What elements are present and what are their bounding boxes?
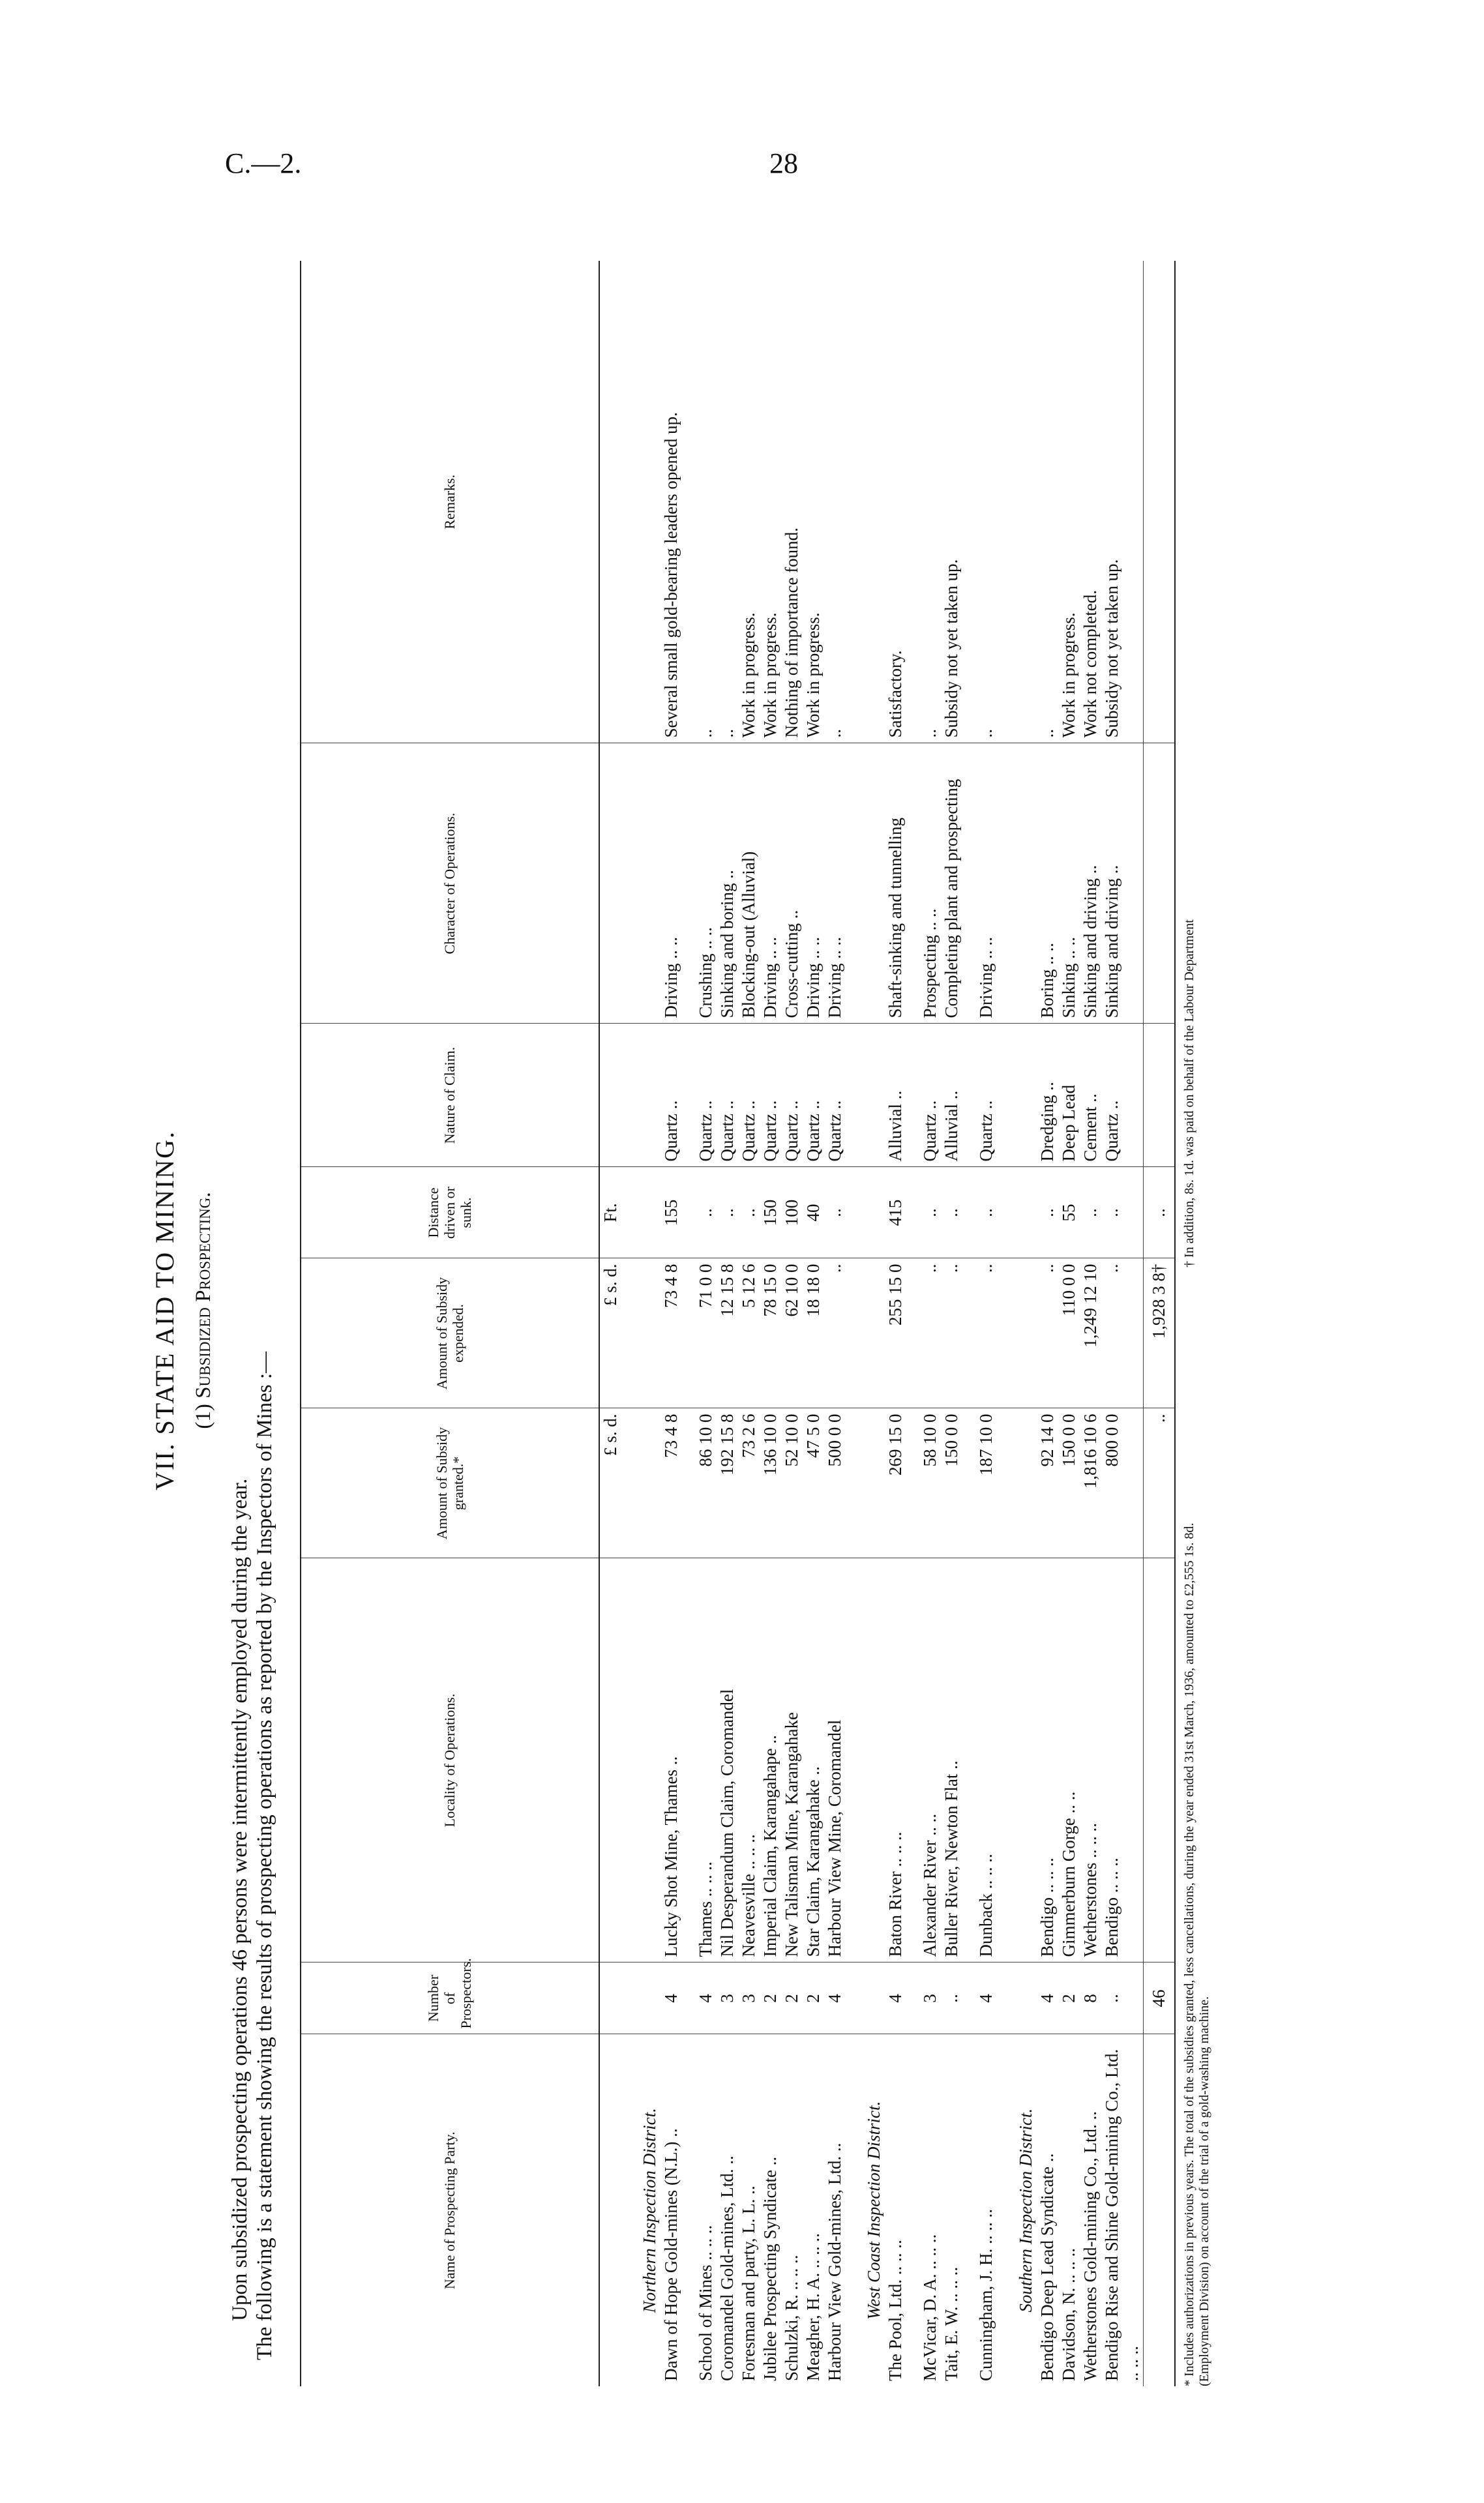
cell-locality: Imperial Claim, Karangahape .. bbox=[760, 1558, 781, 1962]
cell-party: Bendigo Rise and Shine Gold-mining Co., Ltd. .. .. .. bbox=[1101, 2049, 1142, 2381]
cell-nature: Quartz .. bbox=[781, 1024, 803, 1167]
cell-remarks: Work not completed. bbox=[1080, 261, 1101, 743]
cell-locality: Baton River .. .. .. bbox=[885, 1558, 906, 1962]
cell-remarks: .. bbox=[717, 261, 738, 743]
cell-granted: 269 15 0 bbox=[885, 1408, 906, 1558]
total-expended: 1,928 3 8† bbox=[1143, 1258, 1175, 1408]
cell-locality: Wetherstones .. .. .. bbox=[1080, 1558, 1101, 1962]
cell-character: Shaft-sinking and tunnelling bbox=[885, 743, 906, 1024]
cell-expended: 78 15 0 bbox=[760, 1258, 781, 1408]
cell-nature: Quartz .. bbox=[660, 1024, 682, 1167]
table-row bbox=[781, 261, 803, 2386]
cell-distance: .. bbox=[717, 1167, 738, 1258]
cell-party: Dawn of Hope Gold-mines (N.L.) .. bbox=[660, 2128, 681, 2381]
table-row bbox=[975, 261, 997, 2386]
cell-character: Boring .. .. bbox=[1037, 743, 1058, 1024]
table-row bbox=[660, 261, 682, 2386]
table-header-row bbox=[301, 261, 599, 2386]
cell-num: 2 bbox=[781, 1962, 803, 2034]
cell-party: Cunningham, J. H. .. .. .. bbox=[976, 2208, 996, 2381]
col-header-remarks: Remarks. bbox=[301, 261, 599, 743]
col-header-expended: Amount of Subsidy expended. bbox=[301, 1258, 599, 1408]
cell-expended: .. bbox=[941, 1258, 962, 1408]
district-heading-row bbox=[846, 261, 885, 2386]
cell-party: Jubilee Prospecting Syndicate .. bbox=[760, 2156, 780, 2381]
cell-remarks: .. bbox=[975, 261, 997, 743]
table-row bbox=[717, 261, 738, 2386]
prospecting-table bbox=[300, 261, 1176, 2386]
cell-distance: 155 bbox=[660, 1167, 682, 1258]
cell-locality: Buller River, Newton Flat .. bbox=[941, 1558, 962, 1962]
unit-money-expended: £ s. d. bbox=[599, 1258, 621, 1408]
cell-distance: .. bbox=[919, 1167, 941, 1258]
cell-num: 4 bbox=[885, 1962, 906, 2034]
cell-granted: 136 10 0 bbox=[760, 1408, 781, 1558]
cell-locality: Thames .. .. .. bbox=[695, 1558, 717, 1962]
cell-nature: Quartz .. bbox=[717, 1024, 738, 1167]
table-row bbox=[695, 261, 717, 2386]
cell-distance: 55 bbox=[1058, 1167, 1080, 1258]
spacer-row bbox=[962, 261, 975, 2386]
cell-granted: 73 2 6 bbox=[738, 1408, 760, 1558]
cell-locality: Bendigo .. .. .. bbox=[1037, 1558, 1058, 1962]
units-row bbox=[599, 261, 621, 2386]
cell-expended: 71 0 0 bbox=[695, 1258, 717, 1408]
cell-party: Schulzki, R. .. .. .. bbox=[782, 2255, 802, 2381]
table-row bbox=[1037, 261, 1058, 2386]
spacer-row bbox=[682, 261, 695, 2386]
cell-party: The Pool, Ltd. .. .. .. bbox=[885, 2240, 906, 2381]
cell-distance: .. bbox=[1037, 1167, 1058, 1258]
unit-money-granted: £ s. d. bbox=[599, 1408, 621, 1558]
table-row bbox=[885, 261, 906, 2386]
cell-nature: Quartz .. bbox=[919, 1024, 941, 1167]
cell-nature: Quartz .. bbox=[803, 1024, 824, 1167]
cell-expended: 62 10 0 bbox=[781, 1258, 803, 1408]
cell-nature: Cement .. bbox=[1080, 1024, 1101, 1167]
footnote-star-continued: (Employment Division) on account of the trial of a gold-washing machine. bbox=[1196, 1996, 1211, 2386]
cell-distance: .. bbox=[695, 1167, 717, 1258]
cell-nature: Deep Lead bbox=[1058, 1024, 1080, 1167]
cell-num: 2 bbox=[1058, 1962, 1080, 2034]
cell-num: .. bbox=[941, 1962, 962, 2034]
cell-num: 4 bbox=[824, 1962, 846, 2034]
cell-distance: .. bbox=[1101, 1167, 1144, 1258]
cell-expended: 12 15 8 bbox=[717, 1258, 738, 1408]
page-number: 28 bbox=[769, 147, 798, 179]
footnote-dagger: † In addition, 8s. 1d. was paid on behalf of the Labour Department bbox=[1181, 919, 1196, 1267]
cell-distance: .. bbox=[975, 1167, 997, 1258]
district-heading-row bbox=[998, 261, 1037, 2386]
table-row bbox=[1080, 261, 1101, 2386]
cell-granted: 58 10 0 bbox=[919, 1408, 941, 1558]
cell-granted: 800 0 0 bbox=[1101, 1408, 1144, 1558]
cell-granted: 73 4 8 bbox=[660, 1408, 682, 1558]
cell-granted: 500 0 0 bbox=[824, 1408, 846, 1558]
cell-nature: Quartz .. bbox=[1101, 1024, 1144, 1167]
footnote-star-text: * Includes authorizations in previous years. The total of the subsidies granted, less cancellations, during the year ended 31st March, 1936, amounted to £2,555 1s. 8d. bbox=[1181, 1522, 1196, 2386]
cell-character: Sinking and driving .. bbox=[1080, 743, 1101, 1024]
cell-num: 4 bbox=[660, 1962, 682, 2034]
cell-party: McVicar, D. A. .. .. .. bbox=[920, 2234, 940, 2381]
cell-nature: Quartz .. bbox=[824, 1024, 846, 1167]
cell-locality: Neavesville .. .. .. bbox=[738, 1558, 760, 1962]
table-row bbox=[824, 261, 846, 2386]
cell-party: Meagher, H. A. .. .. .. bbox=[803, 2233, 824, 2381]
district-heading: Southern Inspection District. bbox=[1015, 2108, 1035, 2313]
cell-nature: Alluvial .. bbox=[885, 1024, 906, 1167]
cell-character: Crushing .. .. bbox=[695, 743, 717, 1024]
cell-character: Sinking and driving .. bbox=[1101, 743, 1144, 1024]
cell-distance: 415 bbox=[885, 1167, 906, 1258]
cell-remarks: Subsidy not yet taken up. bbox=[1101, 261, 1144, 743]
cell-character: Driving .. .. bbox=[760, 743, 781, 1024]
cell-locality: Alexander River .. .. bbox=[919, 1558, 941, 1962]
cell-num: .. bbox=[1101, 1962, 1144, 2034]
cell-party: Harbour View Gold-mines, Ltd. .. bbox=[825, 2142, 845, 2381]
cell-nature: Quartz .. bbox=[695, 1024, 717, 1167]
cell-party: Tait, E. W. .. .. .. bbox=[942, 2266, 962, 2381]
cell-remarks: Subsidy not yet taken up. bbox=[941, 261, 962, 743]
cell-granted: 52 10 0 bbox=[781, 1408, 803, 1558]
cell-granted: 150 0 0 bbox=[1058, 1408, 1080, 1558]
cell-expended: 5 12 6 bbox=[738, 1258, 760, 1408]
cell-character: Sinking .. .. bbox=[1058, 743, 1080, 1024]
cell-num: 2 bbox=[803, 1962, 824, 2034]
cell-granted: 150 0 0 bbox=[941, 1408, 962, 1558]
cell-character: Prospecting .. .. bbox=[919, 743, 941, 1024]
cell-num: 8 bbox=[1080, 1962, 1101, 2034]
cell-party: Davidson, N. .. .. .. bbox=[1058, 2248, 1078, 2381]
cell-distance: .. bbox=[941, 1167, 962, 1258]
cell-num: 2 bbox=[760, 1962, 781, 2034]
cell-distance: 40 bbox=[803, 1167, 824, 1258]
col-header-num: Number of Prospectors. bbox=[301, 1962, 599, 2034]
cell-nature: Quartz .. bbox=[975, 1024, 997, 1167]
cell-expended: .. bbox=[1037, 1258, 1058, 1408]
totals-row bbox=[1143, 261, 1175, 2386]
total-granted: .. bbox=[1143, 1408, 1175, 1558]
cell-granted: 1,816 10 6 bbox=[1080, 1408, 1101, 1558]
cell-party: Foresman and party, L. L. .. bbox=[739, 2185, 759, 2381]
cell-distance: 150 bbox=[760, 1167, 781, 1258]
table-row bbox=[803, 261, 824, 2386]
cell-nature: Dredging .. bbox=[1037, 1024, 1058, 1167]
cell-expended: .. bbox=[919, 1258, 941, 1408]
col-header-locality: Locality of Operations. bbox=[301, 1558, 599, 1962]
cell-locality: Dunback .. .. .. bbox=[975, 1558, 997, 1962]
cell-remarks: Nothing of importance found. bbox=[781, 261, 803, 743]
district-heading: West Coast Inspection District. bbox=[864, 2101, 884, 2320]
table-row bbox=[941, 261, 962, 2386]
cell-expended: 255 15 0 bbox=[885, 1258, 906, 1408]
cell-distance: 100 bbox=[781, 1167, 803, 1258]
cell-expended: 1,249 12 10 bbox=[1080, 1258, 1101, 1408]
cell-remarks: .. bbox=[1037, 261, 1058, 743]
table-row bbox=[1058, 261, 1080, 2386]
cell-num: 3 bbox=[717, 1962, 738, 2034]
cell-expended: .. bbox=[1101, 1258, 1144, 1408]
cell-num: 3 bbox=[919, 1962, 941, 2034]
intro-line-1: Upon subsidized prospecting operations 46 persons were intermittently employed during the year. bbox=[228, 1478, 252, 2321]
table-row bbox=[760, 261, 781, 2386]
cell-character: Driving .. .. bbox=[975, 743, 997, 1024]
cell-expended: 110 0 0 bbox=[1058, 1258, 1080, 1408]
cell-remarks: Several small gold-bearing leaders opened up. bbox=[660, 261, 682, 743]
cell-expended: .. bbox=[975, 1258, 997, 1408]
section-subheading: (1) Subsidized Prospecting. bbox=[192, 1192, 215, 1429]
cell-granted: 86 10 0 bbox=[695, 1408, 717, 1558]
cell-remarks: .. bbox=[919, 261, 941, 743]
footnotes bbox=[1182, 235, 1212, 2386]
cell-character: Driving .. .. bbox=[824, 743, 846, 1024]
col-header-nature: Nature of Claim. bbox=[301, 1024, 599, 1167]
unit-distance: Ft. bbox=[599, 1167, 621, 1258]
cell-nature: Alluvial .. bbox=[941, 1024, 962, 1167]
cell-party: Wetherstones Gold-mining Co., Ltd. .. bbox=[1080, 2111, 1100, 2381]
cell-character: Driving .. .. bbox=[660, 743, 682, 1024]
cell-expended: .. bbox=[824, 1258, 846, 1408]
total-num: 46 bbox=[1143, 1962, 1175, 2034]
cell-distance: .. bbox=[738, 1167, 760, 1258]
cell-locality: Nil Desperandum Claim, Coromandel bbox=[717, 1558, 738, 1962]
cell-nature: Quartz .. bbox=[738, 1024, 760, 1167]
cell-character: Completing plant and prospecting bbox=[941, 743, 962, 1024]
cell-locality: Harbour View Mine, Coromandel bbox=[824, 1558, 846, 1962]
table-row bbox=[738, 261, 760, 2386]
section-heading: VII. STATE AID TO MINING. bbox=[150, 1131, 179, 1490]
cell-granted: 47 5 0 bbox=[803, 1408, 824, 1558]
cell-locality: Star Claim, Karangahake .. bbox=[803, 1558, 824, 1962]
intro-text bbox=[228, 235, 278, 2386]
cell-distance: .. bbox=[824, 1167, 846, 1258]
col-header-distance: Distance driven or sunk. bbox=[301, 1167, 599, 1258]
cell-remarks: Work in progress. bbox=[738, 261, 760, 743]
table-row bbox=[919, 261, 941, 2386]
footnote-star bbox=[1182, 1354, 1212, 2386]
col-header-party: Name of Prospecting Party. bbox=[301, 2034, 599, 2386]
cell-remarks: .. bbox=[824, 261, 846, 743]
cell-remarks: .. bbox=[695, 261, 717, 743]
col-header-character: Character of Operations. bbox=[301, 743, 599, 1024]
cell-character: Blocking-out (Alluvial) bbox=[738, 743, 760, 1024]
cell-remarks: Work in progress. bbox=[803, 261, 824, 743]
cell-granted: 192 15 8 bbox=[717, 1408, 738, 1558]
cell-locality: New Talisman Mine, Karangahake bbox=[781, 1558, 803, 1962]
cell-expended: 73 4 8 bbox=[660, 1258, 682, 1408]
intro-line-2: The following is a statement showing the results of prospecting operations as reported by the Inspectors of Mines :— bbox=[252, 1351, 276, 2360]
cell-character: Sinking and boring .. bbox=[717, 743, 738, 1024]
rotated-page-body bbox=[150, 235, 1356, 2386]
cell-num: 4 bbox=[975, 1962, 997, 2034]
cell-granted: 92 14 0 bbox=[1037, 1408, 1058, 1558]
cell-party: Bendigo Deep Lead Syndicate .. bbox=[1037, 2153, 1057, 2381]
district-heading-row bbox=[621, 261, 660, 2386]
cell-num: 4 bbox=[1037, 1962, 1058, 2034]
cell-num: 4 bbox=[695, 1962, 717, 2034]
cell-remarks: Work in progress. bbox=[1058, 261, 1080, 743]
cell-locality: Bendigo .. .. .. bbox=[1101, 1558, 1144, 1962]
cell-granted: 187 10 0 bbox=[975, 1408, 997, 1558]
cell-character: Driving .. .. bbox=[803, 743, 824, 1024]
cell-character: Cross-cutting .. bbox=[781, 743, 803, 1024]
cell-distance: .. bbox=[1080, 1167, 1101, 1258]
cell-remarks: Satisfactory. bbox=[885, 261, 906, 743]
col-header-granted: Amount of Subsidy granted.* bbox=[301, 1408, 599, 1558]
district-heading: Northern Inspection District. bbox=[639, 2108, 659, 2313]
cell-locality: Lucky Shot Mine, Thames .. bbox=[660, 1558, 682, 1962]
table-row bbox=[1101, 261, 1144, 2386]
page-reference: C.—2. bbox=[225, 147, 302, 179]
cell-locality: Gimmerburn Gorge .. .. bbox=[1058, 1558, 1080, 1962]
cell-party: School of Mines .. .. .. bbox=[695, 2225, 715, 2381]
spacer-row bbox=[906, 261, 919, 2386]
total-distance: .. bbox=[1143, 1167, 1175, 1258]
cell-nature: Quartz .. bbox=[760, 1024, 781, 1167]
cell-party: Coromandel Gold-mines, Ltd. .. bbox=[717, 2155, 737, 2381]
cell-expended: 18 18 0 bbox=[803, 1258, 824, 1408]
cell-remarks: Work in progress. bbox=[760, 261, 781, 743]
cell-num: 3 bbox=[738, 1962, 760, 2034]
